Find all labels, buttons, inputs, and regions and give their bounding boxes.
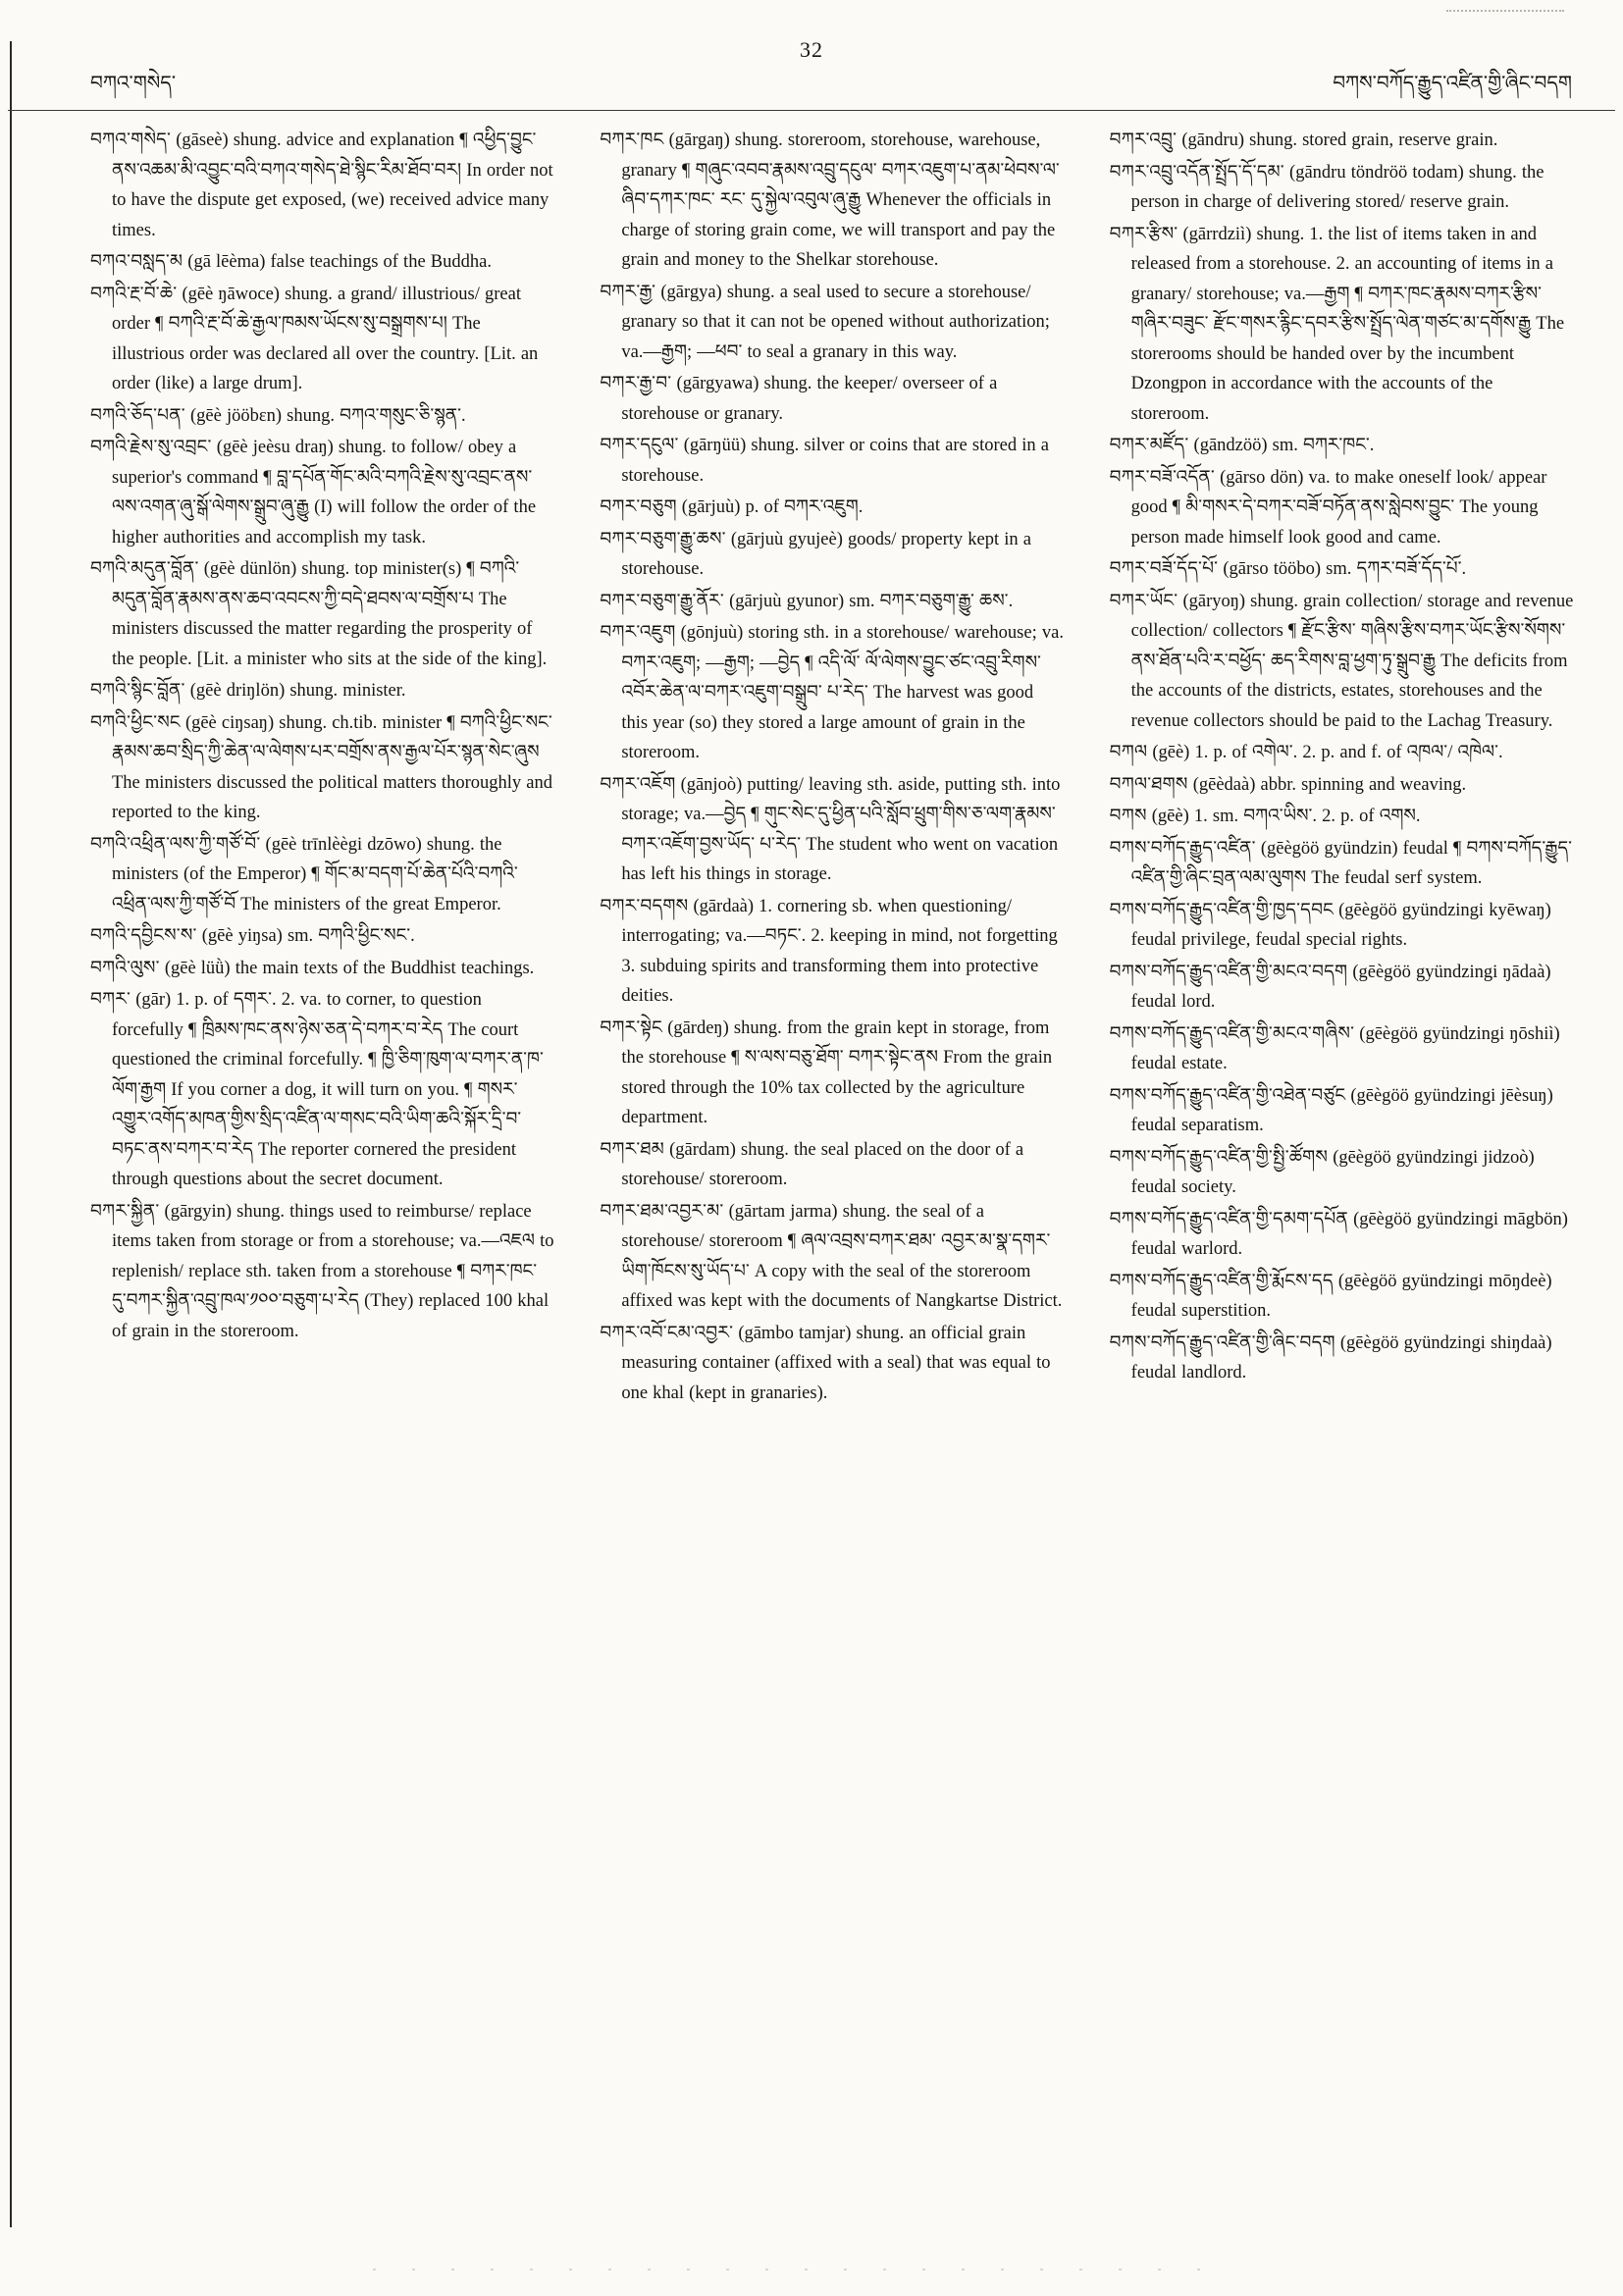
- dictionary-entry: [600, 618, 1064, 768]
- entry-definition: (gēè jeèsu draŋ) shung. to follow/ obey a superior's command ¶ བླ་དཔོན་གོང་མའི་བཀའི་རྗེས་སུ་འབྲང་ནས་ལས་འགན་ཞུ་སྒོ་ལེགས་སྒྲུབ་ཞུ་རྒྱུ (I) will follow the order of the higher authorities and accomplish my task.: [112, 438, 537, 548]
- entry-definition: (gēègöö gyündzingi mōŋdeè) feudal superstition.: [1130, 1271, 1552, 1321]
- entry-headword: བཀས་བཀོད་རྒྱུད་འཛིན་གྱི་དམག་དཔོན: [1109, 1209, 1348, 1229]
- entry-definition: (gārjuù) p. of བཀར་འཇུག.: [681, 497, 864, 517]
- running-head-right: བཀས་བཀོད་རྒྱུད་འཛིན་གྱི་ཞིང་བདག: [1333, 73, 1572, 94]
- entry-definition: (gēègöö gyündzingi kyēwaŋ) feudal privilege, feudal special rights.: [1130, 900, 1551, 950]
- dictionary-entry: [90, 554, 554, 674]
- entry-headword: བཀར་: [90, 990, 131, 1010]
- dictionary-entry: [1110, 896, 1574, 956]
- dictionary-entry: [600, 278, 1064, 368]
- entry-definition: (gēè) 1. sm. བཀའ་ཡིས་. 2. p. of འགས.: [1151, 807, 1421, 826]
- dictionary-entry: [1110, 1081, 1574, 1141]
- entry-definition: (gēè lüǜ) the main texts of the Buddhist teachings.: [164, 958, 535, 978]
- entry-headword: བཀར་མཛོད་: [1109, 436, 1189, 455]
- dictionary-entry: [600, 525, 1064, 585]
- entry-headword: བཀའི་འཕྲིན་ལས་ཀྱི་གཙོ་བོ་: [90, 834, 261, 855]
- dictionary-entry: [90, 433, 554, 552]
- entry-headword: བཀའི་ཅོད་པན་: [90, 405, 185, 426]
- dictionary-entry: [1110, 1267, 1574, 1327]
- entry-headword: བཀར་སྐྱིན་: [90, 1201, 160, 1222]
- entry-definition: (gārgaŋ) shung. storeroom, storehouse, warehouse, granary ¶ གཞུང་འབབ་རྣམས་འབྲུ་དངུལ་ བཀར་འཇུག་པ་ནམ་ཕེབས་ལ་ཞིབ་དཀར་ཁང་ རང་ དུ་སྐྱེལ་འབུལ་ཞུ་རྒྱུ Whenever the officials in charge of storing grain come, we will transport and pay the grain and money to the Shelkar storehouse.: [621, 130, 1060, 270]
- dictionary-entry: [1110, 554, 1574, 585]
- entry-definition: (gāndru) shung. stored grain, reserve grain.: [1181, 130, 1498, 150]
- dictionary-entry: [1110, 1019, 1574, 1079]
- entry-definition: (gār) 1. p. of དགར་. 2. va. to corner, to question forcefully ¶ ཁྲིམས་ཁང་ནས་ཉེས་ཅན་དེ་བཀར་བ་རེད The court questioned the criminal forcefully. ¶ ཁྱི་ཅིག་ཁུག་ལ་བཀར་ན་ཁ་ལོག་རྒྱག If you corner a dog, it will turn on you. ¶ གསར་འགྱུར་འགོད་མཁན་གྱིས་སྲིད་འཛིན་ལ་གསང་བའི་ཡིག་ཆའི་སྐོར་དྲི་བ་བཏང་ནས་བཀར་བ་རེད The reporter cornered the president through questions about the secret document.: [112, 990, 544, 1189]
- dictionary-entry: [1110, 770, 1574, 801]
- entry-headword: བཀར་སྟེང: [600, 1018, 663, 1038]
- dictionary-entry: [600, 587, 1064, 617]
- dictionary-column: [600, 126, 1064, 2257]
- dictionary-entry: [600, 431, 1064, 491]
- entry-definition: (gēè ŋāwoce) shung. a grand/ illustrious/ great order ¶ བཀའི་རྔ་བོ་ཆེ་རྒྱལ་ཁམས་ཡོངས་སུ་བསྒྲགས་པ། The illustrious order was declared all over the country. [Lit. an order (like) a large drum].: [112, 284, 539, 393]
- entry-definition: (gēègöö gyündzingi jidzoò) feudal society.: [1130, 1147, 1535, 1197]
- entry-headword: བཀར་བཟོ་འདོན་: [1109, 467, 1216, 488]
- entry-headword: བཀར་བཅུག: [600, 497, 677, 517]
- dictionary-entry: [600, 1014, 1064, 1133]
- scan-artifact-bottom: [373, 2269, 1236, 2270]
- entry-headword: བཀའི་ལུས་: [90, 958, 160, 978]
- entry-definition: (gānjoò) putting/ leaving sth. aside, putting sth. into storage; va.—བྱེད ¶ གུང་སེང་དུ་ཕྱིན་པའི་སློབ་ཕྲུག་གིས་ཅ་ལག་རྣམས་བཀར་འཇོག་བྱས་ཡོད་ པ་རེད་ The student who went on vacation has left his things in storage.: [621, 774, 1061, 884]
- dictionary-entry: [600, 1319, 1064, 1409]
- entry-definition: (gēèdaà) abbr. spinning and weaving.: [1192, 774, 1467, 795]
- entry-definition: (gārso dön) va. to make oneself look/ appear good ¶ མི་གསར་དེ་བཀར་བཟོ་བཏོན་ནས་སླེབས་བྱུང་ The young person made himself look good and came.: [1130, 467, 1547, 548]
- entry-headword: བཀའི་སྙིང་བློན་: [90, 681, 185, 701]
- entry-definition: (gārso tööbo) sm. དཀར་བཟོ་དོད་པོ་.: [1223, 559, 1467, 579]
- dictionary-entry: [90, 280, 554, 399]
- header-rule: [8, 110, 1615, 111]
- entry-definition: (gārgyawa) shung. the keeper/ overseer of a storehouse or granary.: [621, 374, 998, 424]
- entry-headword: བཀའི་རྔ་བོ་ཆེ་: [90, 284, 178, 304]
- entry-headword: བཀར་ཐམ: [600, 1139, 664, 1160]
- dictionary-column: [1110, 126, 1574, 2257]
- entry-definition: (gārjuù gyujeè) goods/ property kept in a storehouse.: [621, 529, 1031, 579]
- entry-headword: བཀའ་བསླད་མ: [90, 252, 183, 272]
- entry-headword: བཀས་བཀོད་རྒྱུད་འཛིན་གྱི་སྤྱི་ཚོགས: [1109, 1147, 1329, 1168]
- dictionary-entry: [90, 401, 554, 432]
- entry-headword: བཀས་བཀོད་རྒྱུད་འཛིན་གྱི་མངའ་བདག: [1109, 962, 1348, 982]
- page-number: 32: [800, 37, 823, 62]
- dictionary-entry: [90, 954, 554, 984]
- entry-definition: (gēègöö gyündzingi māgbön) feudal warlord.: [1130, 1209, 1568, 1259]
- running-head: [90, 67, 1572, 100]
- entry-definition: (gārtam jarma) shung. the seal of a storehouse/ storeroom ¶ ཞལ་འབྲས་བཀར་ཐམ་ འབྱར་མ་སྣ་དགར་ཡིག་ཁོངས་སུ་ཡོད་པ་ A copy with the seal of the storeroom affixed was kept with the documents of Nangkartse District.: [621, 1201, 1063, 1311]
- dictionary-entry: [1110, 1205, 1574, 1265]
- entry-definition: (gēègöö gyündzin) feudal ¶ བཀས་བཀོད་རྒྱུད་འཛིན་གྱི་ཞིང་བྲན་ལམ་ལུགས The feudal serf system.: [1130, 838, 1572, 888]
- entry-headword: བཀས་བཀོད་རྒྱུད་འཛིན་གྱི་ཁྱད་དབང: [1109, 900, 1334, 920]
- entry-definition: (gārjuù gyunor) sm. བཀར་བཅུག་རྒྱུ་ ཆས་.: [729, 591, 1014, 611]
- entry-definition: (gārdam) shung. the seal placed on the door of a storehouse/ storeroom.: [621, 1139, 1024, 1189]
- entry-definition: (gēè jööbɛn) shung. བཀའ་གསུང་ཅི་སྙན་.: [190, 405, 466, 426]
- entry-headword: བཀར་རྒྱ་: [600, 282, 656, 302]
- entry-headword: བཀས་བཀོད་རྒྱུད་འཛིན་གྱི་མངའ་གཞིས་: [1109, 1023, 1355, 1044]
- entry-definition: (gāndzöö) sm. བཀར་ཁང་.: [1193, 436, 1375, 455]
- entry-headword: བཀར་བཅུག་རྒྱུ་ཆས་: [600, 529, 726, 549]
- entry-headword: བཀའི་ཕྱིང་སང: [90, 712, 181, 733]
- entry-headword: བཀས: [1109, 807, 1147, 826]
- dictionary-entry: [90, 126, 554, 245]
- dictionary-entry: [1110, 738, 1574, 768]
- left-margin-line: [10, 41, 12, 2227]
- entry-headword: བཀའ་གསེད་: [90, 130, 172, 150]
- entry-headword: བཀལ་ཐགས: [1109, 774, 1188, 795]
- entry-headword: བཀར་རྩིས་: [1109, 224, 1178, 244]
- entry-definition: (gēè yiŋsa) sm. བཀའི་ཕྱིང་སང་.: [201, 926, 415, 946]
- dictionary-column: [90, 126, 554, 2257]
- entry-definition: (gārgyin) shung. things used to reimburse/ replace items taken from storage or from a storehouse; va.—འཇལ to replenish/ replace sth. taken from a storehouse ¶ བཀར་ཁང་ དུ་བཀར་སྐྱིན་འབྲུ་ཁལ་༡༠༠་བཅུག་པ་རེད (They) replaced 100 khal of grain in the storeroom.: [112, 1201, 554, 1341]
- entry-definition: (gēè trīnlèègi dzōwo) shung. the ministers (of the Emperor) ¶ གོང་མ་བདག་པོ་ཆེན་པོའི་བཀའི་འཕྲིན་ལས་ཀྱི་གཙོ་བོ The ministers of the great Emperor.: [112, 834, 518, 914]
- entry-headword: བཀས་བཀོད་རྒྱུད་འཛིན་གྱི་རྨོངས་དད: [1109, 1271, 1334, 1291]
- entry-definition: (gēègöö gyündzingi ŋādaà) feudal lord.: [1130, 962, 1551, 1012]
- entry-headword: བཀར་འཇུག: [600, 623, 676, 643]
- dictionary-entry: [90, 1197, 554, 1347]
- dictionary-entry: [90, 247, 554, 278]
- entry-definition: (gōnjuù) storing sth. in a storehouse/ warehouse; va. བཀར་འཇུག; —རྒྱག; —བྱེད ¶ འདི་ལོ་ ལོ་ལེགས་བྱུང་ཙང་འབྲུ་རིགས་འབོར་ཆེན་ལ་བཀར་འཇུག་བསྒྲུབ་ པ་རེད་ The harvest was good this year (so) they stored a large amount of grain in the storeroom.: [621, 623, 1064, 762]
- dictionary-entry: [600, 369, 1064, 429]
- dictionary-entry: [600, 493, 1064, 523]
- entry-definition: (gēè dünlön) shung. top minister(s) ¶ བཀའི་མདུན་བློན་རྣམས་ནས་ཆབ་འབངས་ཀྱི་བདེ་ཐབས་ལ་བགྲོས་པ The ministers discussed the matter regarding the prosperity of the people. [Lit. a minister who sits at the side of the king].: [112, 559, 548, 669]
- entry-definition: (gāmbo tamjar) shung. an official grain measuring container (affixed with a seal) that was equal to one khal (kept in granaries).: [621, 1323, 1051, 1403]
- scan-artifact: [1446, 10, 1564, 16]
- entry-headword: བཀའི་རྗེས་སུ་འབྲང་: [90, 438, 212, 457]
- dictionary-columns: [90, 126, 1574, 2257]
- dictionary-entry: [90, 708, 554, 828]
- entry-definition: (gā lēèma) false teachings of the Buddha.: [187, 252, 492, 272]
- dictionary-entry: [1110, 158, 1574, 218]
- dictionary-entry: [1110, 802, 1574, 832]
- dictionary-entry: [1110, 587, 1574, 737]
- dictionary-entry: [1110, 958, 1574, 1018]
- entry-headword: བཀར་ཡོང་: [1109, 591, 1178, 611]
- running-head-left: བཀའ་གསེད་: [90, 73, 177, 94]
- dictionary-entry: [1110, 220, 1574, 430]
- entry-definition: (gēè driŋlön) shung. minister.: [189, 681, 406, 701]
- entry-headword: བཀར་བདགས: [600, 896, 689, 916]
- entry-definition: (gēè) 1. p. of འགེལ་. 2. p. and f. of འཁལ་/ འཁེལ་.: [1152, 743, 1503, 762]
- entry-definition: (gēè ciŋsaŋ) shung. ch.tib. minister ¶ བཀའི་ཕྱིང་སང་རྣམས་ཆབ་སྲིད་ཀྱི་ཆེན་ལ་ལེགས་པར་བགྲོས་ནས་རྒྱལ་པོར་སྙན་སེང་ཞུས The ministers discussed the political matters thoroughly and reported to the king.: [112, 712, 552, 822]
- dictionary-entry: [1110, 126, 1574, 156]
- entry-headword: བཀར་དངུལ་: [600, 436, 679, 455]
- entry-headword: བཀལ: [1109, 743, 1148, 762]
- entry-headword: བཀར་འབྲུ་: [1109, 130, 1178, 150]
- entry-headword: བཀར་རྒྱ་བ་: [600, 374, 672, 393]
- entry-headword: བཀའི་དབྱིངས་ས་: [90, 926, 197, 946]
- dictionary-entry: [90, 921, 554, 952]
- entry-headword: བཀས་བཀོད་རྒྱུད་འཛིན་གྱི་འཐེན་བཙུང: [1109, 1085, 1346, 1106]
- entry-definition: (gāseè) shung. advice and explanation ¶ འཕྱིད་བྱུང་ནས་འཆམ་མི་འབྱུང་བའི་བཀའ་གསེད་ཐེ་སྙིང་རིམ་ཐོབ་བར། In order not to have the dispute get exposed, (we) received advice many times.: [112, 130, 553, 240]
- entry-definition: (gēègöö gyündzingi shiŋdaà) feudal landlord.: [1130, 1332, 1552, 1383]
- entry-definition: (gārŋüü) shung. silver or coins that are stored in a storehouse.: [621, 436, 1049, 486]
- entry-headword: བཀར་ཁང: [600, 130, 664, 150]
- entry-headword: བཀའི་མདུན་བློན་: [90, 559, 199, 579]
- entry-headword: བཀར་ཐམ་འབྱར་མ་: [600, 1201, 724, 1222]
- entry-definition: (gēègöö gyündzingi jēèsuŋ) feudal separatism.: [1130, 1085, 1553, 1135]
- entry-definition: (gāndru töndröö todam) shung. the person in charge of delivering stored/ reserve grain.: [1130, 162, 1544, 212]
- entry-definition: (gārgya) shung. a seal used to secure a storehouse/ granary so that it can not be opened without authorization; va.—རྒྱག; —ཕབ་ to seal a granary in this way.: [621, 282, 1050, 362]
- entry-headword: བཀར་བཅུག་རྒྱུ་ནོར་: [600, 591, 724, 611]
- dictionary-entry: [1110, 834, 1574, 894]
- entry-definition: (gēègöö gyündzingi ŋōshiì) feudal estate.: [1130, 1023, 1560, 1073]
- dictionary-entry: [1110, 431, 1574, 461]
- dictionary-entry: [600, 1135, 1064, 1195]
- dictionary-entry: [90, 830, 554, 920]
- dictionary-entry: [1110, 463, 1574, 553]
- dictionary-entry: [1110, 1329, 1574, 1388]
- entry-headword: བཀར་འབྲུ་འདོན་སྤྲོད་དོ་དམ་: [1109, 162, 1284, 183]
- entry-definition: (gārdeŋ) shung. from the grain kept in storage, from the storehouse ¶ ས་ལས་བཅུ་ཐོག་ བཀར་སྟེང་ནས From the grain stored through the 10% tax collected by the agriculture department.: [621, 1018, 1053, 1127]
- dictionary-entry: [600, 126, 1064, 276]
- entry-definition: (gāryoŋ) shung. grain collection/ storage and revenue collection/ collectors ¶ རྫོང་རྩིས་ གཞིས་རྩིས་བཀར་ཡོང་རྩིས་སོགས་ནས་ཐོན་པའི་ར་བཕྱོད་ ཆད་རིགས་བླ་ཕྱག་ཏུ་སྒྲུབ་རྒྱུ The deficits from the accounts of the districts, estates, storehouses and the revenue collectors should be paid to the Lachag Treasury.: [1130, 591, 1574, 731]
- dictionary-entry: [600, 1197, 1064, 1317]
- entry-headword: བཀས་བཀོད་རྒྱུད་འཛིན་གྱི་ཞིང་བདག: [1109, 1332, 1335, 1353]
- entry-definition: (gārdaà) 1. cornering sb. when questioning/ interrogating; va.—བཏང་. 2. keeping in mind, not forgetting 3. subduing spirits and transforming them into protective deities.: [621, 896, 1058, 1006]
- entry-headword: བཀས་བཀོད་རྒྱུད་འཛིན་: [1109, 838, 1256, 859]
- entry-definition: (gārrdziì) shung. 1. the list of items taken in and released from a storehouse. 2. an accounting of items in a granary/ storehouse; va.—རྒྱག ¶ བཀར་ཁང་རྣམས་བཀར་རྩིས་གཞིར་བཟུང་ རྫོང་གསར་རྙིང་དབར་རྩིས་སྤྲོད་ལེན་གཙང་མ་དགོས་རྒྱུ The storerooms should be handed over by the incumbent Dzongpon in accordance with the accounts of the storeroom.: [1130, 224, 1565, 424]
- dictionary-entry: [90, 985, 554, 1195]
- dictionary-entry: [90, 676, 554, 706]
- dictionary-entry: [600, 770, 1064, 890]
- dictionary-entry: [600, 892, 1064, 1012]
- dictionary-entry: [1110, 1143, 1574, 1203]
- entry-headword: བཀར་བཟོ་དོད་པོ་: [1109, 559, 1219, 579]
- entry-headword: བཀར་འཇོག: [600, 774, 676, 795]
- entry-headword: བཀར་འབོ་ངམ་འབྱར་: [600, 1323, 734, 1343]
